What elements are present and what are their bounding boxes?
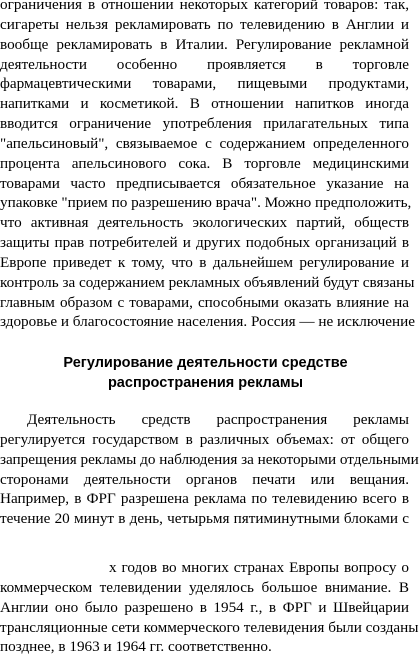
text-line: вообще рекламировать в Италии. Регулирование рекламной: [0, 36, 409, 53]
text-line: Англии оно было разрешено в 1954 г., в ФРГ и Швейцарии: [0, 599, 409, 616]
text-line: упаковке "прием по разрешению врача". Можно предположить,: [0, 194, 412, 211]
text-line: Европе приведет к тому, что в дальнейшем регулирование и: [0, 254, 409, 271]
text-line: сигареты нельзя рекламировать по телевидению в Англии и: [0, 16, 409, 33]
text-line: Например, в ФРГ разрешена реклама по телевидению всего в: [0, 490, 409, 507]
text-line: главным образом с товарами, способными оказать влияние на: [0, 294, 409, 311]
text-line: деятельности особенно проявляется в торговле: [0, 56, 409, 73]
section-heading: Регулирование деятельности средстве: [63, 355, 348, 371]
text-line: вводится ограничение употребления прилагательных типа: [0, 115, 409, 132]
text-line: х годов во многих странах Европы вопросу о: [109, 559, 409, 576]
text-line: течение 20 минут в день, четырьмя пятиминутными блоками с: [0, 510, 409, 527]
text-line: здоровье и благосостояние населения. Россия — не исключение: [0, 313, 416, 330]
text-line: коммерческом телевидении уделялось большое внимание. В: [0, 579, 409, 596]
text-line: что активная деятельность экологических партий, обществ: [0, 214, 409, 231]
text-line: позднее, в 1963 и 1964 гг. соответственно.: [0, 638, 272, 655]
text-line: ограничения в отношении некоторых категорий товаров: так,: [0, 0, 409, 13]
text-line: запрещения рекламы до наблюдения за некоторыми отдельными: [0, 451, 419, 468]
text-line: регулируется государством в различных объемах: от общего: [0, 431, 409, 448]
section-heading: распространения рекламы: [107, 375, 304, 391]
text-line: напитками и косметикой. В отношении напитков иногда: [0, 95, 409, 112]
text-line: процента апельсинового сока. В торговле медицинскими: [0, 155, 409, 172]
text-line: Деятельность средств распространения рекламы: [27, 411, 409, 428]
text-line: трансляционные сети коммерческого телевидения были созданы: [0, 619, 419, 636]
text-line: товарами часто предписывается обязательное указание на: [0, 175, 409, 192]
text-line: "апельсиновый", связываемое с содержанием определенного: [0, 135, 409, 152]
text-line: фармацевтическими товарами, пищевыми продуктами,: [0, 75, 409, 92]
text-line: защиты прав потребителей и других подобных организаций в: [0, 234, 409, 251]
text-line: сторонами деятельности органов печати или вещания.: [0, 471, 409, 488]
text-line: контроль за содержанием рекламных объявлений будут связаны: [0, 274, 415, 291]
